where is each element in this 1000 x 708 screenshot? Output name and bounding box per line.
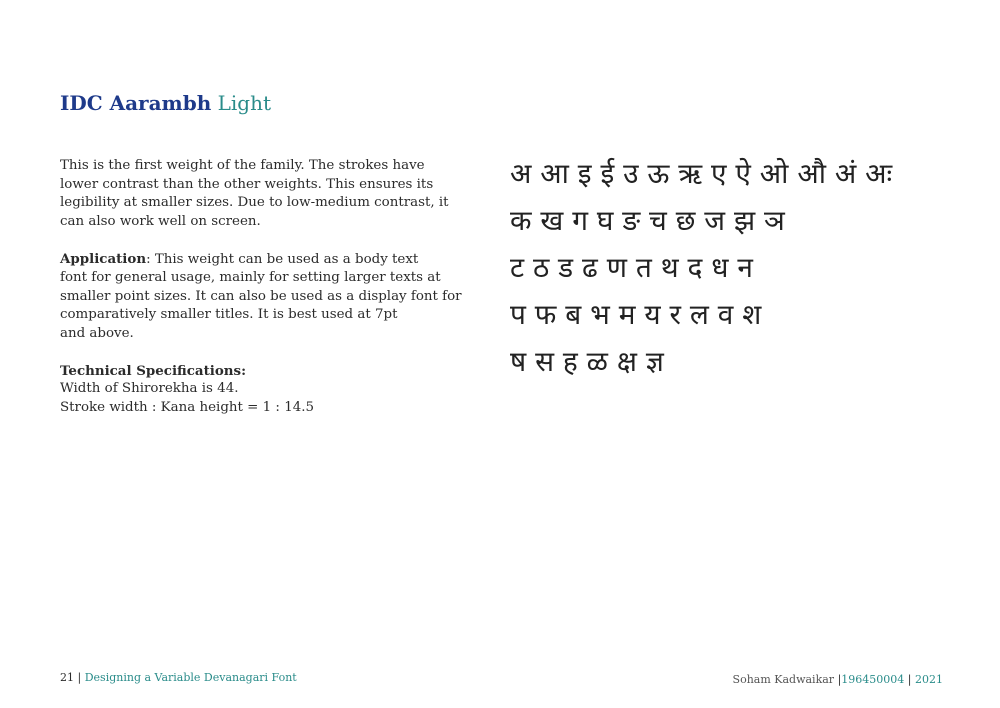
application-line: smaller point sizes. It can also be used as a display font for (60, 288, 462, 304)
page-title (60, 90, 271, 116)
glyph-row-ka-group: क ख ग घ ङ च छ ज झ ञ (510, 204, 785, 237)
footer-right (733, 673, 943, 686)
description-line: can also work well on screen. (60, 213, 261, 229)
application-line: : This weight can be used as a body text (146, 251, 419, 267)
application-line: font for general usage, mainly for setting larger texts at (60, 270, 441, 285)
document-title: Designing a Variable Devanagari Font (84, 671, 297, 684)
footer-separator: | (77, 671, 82, 684)
specs-paragraph (60, 362, 432, 418)
font-weight-name: Light (217, 91, 272, 115)
application-line: and above. (60, 325, 134, 341)
glyph-row-pa-group: प फ ब भ म य र ल व श (510, 298, 762, 331)
footer-left (60, 671, 297, 684)
glyph-row-ta-group: ट ठ ड ढ ण त थ द ध न (510, 251, 753, 284)
author-name: Soham Kadwaikar (732, 673, 835, 686)
description-line: This is the first weight of the family. The strokes have (60, 158, 425, 173)
glyph-row-sha-group: ष स ह ळ क्ष ज्ञ (510, 345, 664, 378)
footer-year: 2021 (915, 673, 943, 686)
footer-separator: | (907, 673, 912, 686)
application-line: comparatively smaller titles. It is best used at 7pt (60, 307, 398, 322)
specs-line: Stroke width : Kana height = 1 : 14.5 (60, 399, 315, 415)
description-line: lower contrast than the other weights. This ensures its (60, 176, 434, 192)
page-number: 21 (60, 671, 74, 684)
font-name: IDC Aarambh (60, 91, 212, 115)
description-paragraph (60, 157, 449, 231)
specs-label: Technical Specifications: (60, 362, 247, 379)
glyph-row-vowels: अ आ इ ई उ ऊ ऋ ए ऐ ओ औ अं अः (510, 157, 893, 190)
student-id: 196450004 (841, 673, 905, 686)
application-label: Application (60, 250, 147, 267)
footer-separator: | (837, 673, 842, 686)
description-column (60, 157, 462, 436)
glyph-set (510, 150, 980, 385)
application-paragraph (60, 250, 462, 344)
specs-line: Width of Shirorekha is 44. (60, 381, 239, 396)
description-line: legibility at smaller sizes. Due to low-medium contrast, it (60, 195, 449, 210)
